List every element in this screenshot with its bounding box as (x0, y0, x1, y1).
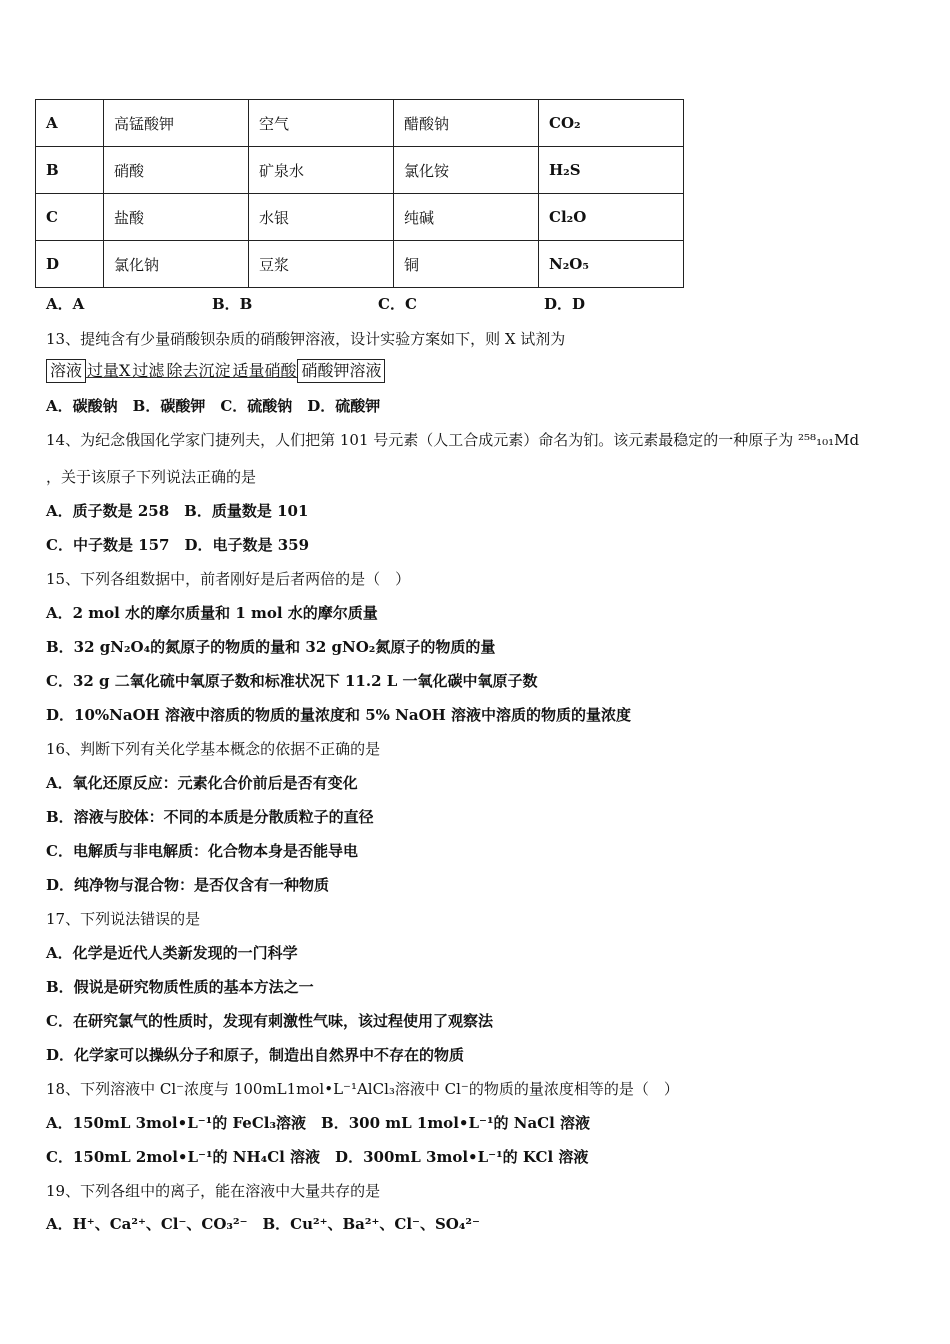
option-a: A．A (46, 295, 85, 313)
table-cell: 氯化铵 (394, 147, 539, 194)
flow-arrow-label: 除去沉淀 (165, 358, 231, 381)
q17-option-b: B．假说是研究物质性质的基本方法之一 (46, 978, 314, 996)
q15-option-d: D．10%NaOH 溶液中溶质的物质的量浓度和 5% NaOH 溶液中溶质的物质的量浓度 (46, 706, 632, 724)
table-cell: C (36, 194, 104, 241)
table-cell: 纯碱 (394, 194, 539, 241)
table-cell: Cl₂O (539, 194, 684, 241)
table-row (36, 100, 684, 147)
flow-end-box: 硝酸钾溶液 (297, 359, 385, 383)
option-c: C．C (378, 295, 417, 313)
q16-option-b: B．溶液与胶体：不同的本质是分散质粒子的直径 (46, 808, 374, 826)
q17-stem: 17、下列说法错误的是 (46, 910, 201, 928)
q15-option-a: A．2 mol 水的摩尔质量和 1 mol 水的摩尔质量 (46, 604, 378, 622)
q15-stem: 15、下列各组数据中，前者刚好是后者两倍的是（ ） (46, 570, 411, 588)
q15-option-c: C．32 g 二氧化硫中氧原子数和标准状况下 11.2 L 一氧化碳中氧原子数 (46, 672, 538, 690)
table-cell: CO₂ (539, 100, 684, 147)
flow-arrow-label: 过滤 (131, 358, 165, 381)
table-cell: N₂O₅ (539, 241, 684, 288)
substance-table (35, 99, 684, 288)
table-row (36, 147, 684, 194)
q18-options-2: C．150mL 2mol•L⁻¹的 NH₄Cl 溶液 D．300mL 3mol•L⁻¹的 KCl 溶液 (46, 1148, 589, 1166)
table-cell: 铜 (394, 241, 539, 288)
table-cell: 空气 (249, 100, 394, 147)
q17-option-d: D．化学家可以操纵分子和原子，制造出自然界中不存在的物质 (46, 1046, 465, 1064)
q18-stem: 18、下列溶液中 Cl⁻浓度与 100mL1mol•L⁻¹AlCl₃溶液中 Cl⁻的物质的量浓度相等的是（ ） (46, 1080, 679, 1098)
table-cell: 氯化钠 (104, 241, 249, 288)
q14-stem-cont: ，关于该原子下列说法正确的是 (46, 468, 257, 486)
table-row (36, 241, 684, 288)
q16-stem: 16、判断下列有关化学基本概念的依据不正确的是 (46, 740, 381, 758)
q16-option-d: D．纯净物与混合物：是否仅含有一种物质 (46, 876, 330, 894)
q18-options-1: A．150mL 3mol•L⁻¹的 FeCl₃溶液 B．300 mL 1mol•L⁻¹的 NaCl 溶液 (46, 1114, 591, 1132)
q14-stem: 14、为纪念俄国化学家门捷列夫，人们把第 101 号元素（人工合成元素）命名为钔。该元素最稳定的一种原子为 ²⁵⁸₁₀₁Md (46, 431, 860, 449)
table-cell: A (36, 100, 104, 147)
q13-options: A．碳酸钠 B．碳酸钾 C．硫酸钠 D．硫酸钾 (46, 397, 381, 415)
q19-options-1: A．H⁺、Ca²⁺、Cl⁻、CO₃²⁻ B．Cu²⁺、Ba²⁺、Cl⁻、SO₄²⁻ (46, 1215, 480, 1233)
table-cell: 水银 (249, 194, 394, 241)
table-cell: 矿泉水 (249, 147, 394, 194)
table-cell: H₂S (539, 147, 684, 194)
table-cell: D (36, 241, 104, 288)
q13-flow-diagram (46, 358, 385, 382)
q14-options-1: A．质子数是 258 B．质量数是 101 (46, 502, 309, 520)
table-cell: 豆浆 (249, 241, 394, 288)
flow-arrow-label: 适量硝酸 (231, 358, 297, 381)
q16-option-c: C．电解质与非电解质：化合物本身是否能导电 (46, 842, 358, 860)
q17-option-c: C．在研究氯气的性质时，发现有刺激性气味，该过程使用了观察法 (46, 1012, 493, 1030)
table-cell: 醋酸钠 (394, 100, 539, 147)
flow-start-box: 溶液 (46, 359, 86, 383)
q13-stem: 13、提纯含有少量硝酸钡杂质的硝酸钾溶液，设计实验方案如下，则 X 试剂为 (46, 330, 566, 348)
q17-option-a: A．化学是近代人类新发现的一门科学 (46, 944, 298, 962)
table-row (36, 194, 684, 241)
q19-stem: 19、下列各组中的离子，能在溶液中大量共存的是 (46, 1182, 381, 1200)
table-cell: 硝酸 (104, 147, 249, 194)
flow-arrow-label: 过量X (86, 358, 131, 381)
table-cell: 高锰酸钾 (104, 100, 249, 147)
option-b: B．B (212, 295, 253, 313)
q16-option-a: A．氧化还原反应：元素化合价前后是否有变化 (46, 774, 358, 792)
table-cell: B (36, 147, 104, 194)
option-d: D．D (544, 295, 586, 313)
q12-options (46, 294, 710, 314)
table-cell: 盐酸 (104, 194, 249, 241)
q14-options-2: C．中子数是 157 D．电子数是 359 (46, 536, 310, 554)
q15-option-b: B．32 gN₂O₄的氮原子的物质的量和 32 gNO₂氮原子的物质的量 (46, 638, 496, 656)
